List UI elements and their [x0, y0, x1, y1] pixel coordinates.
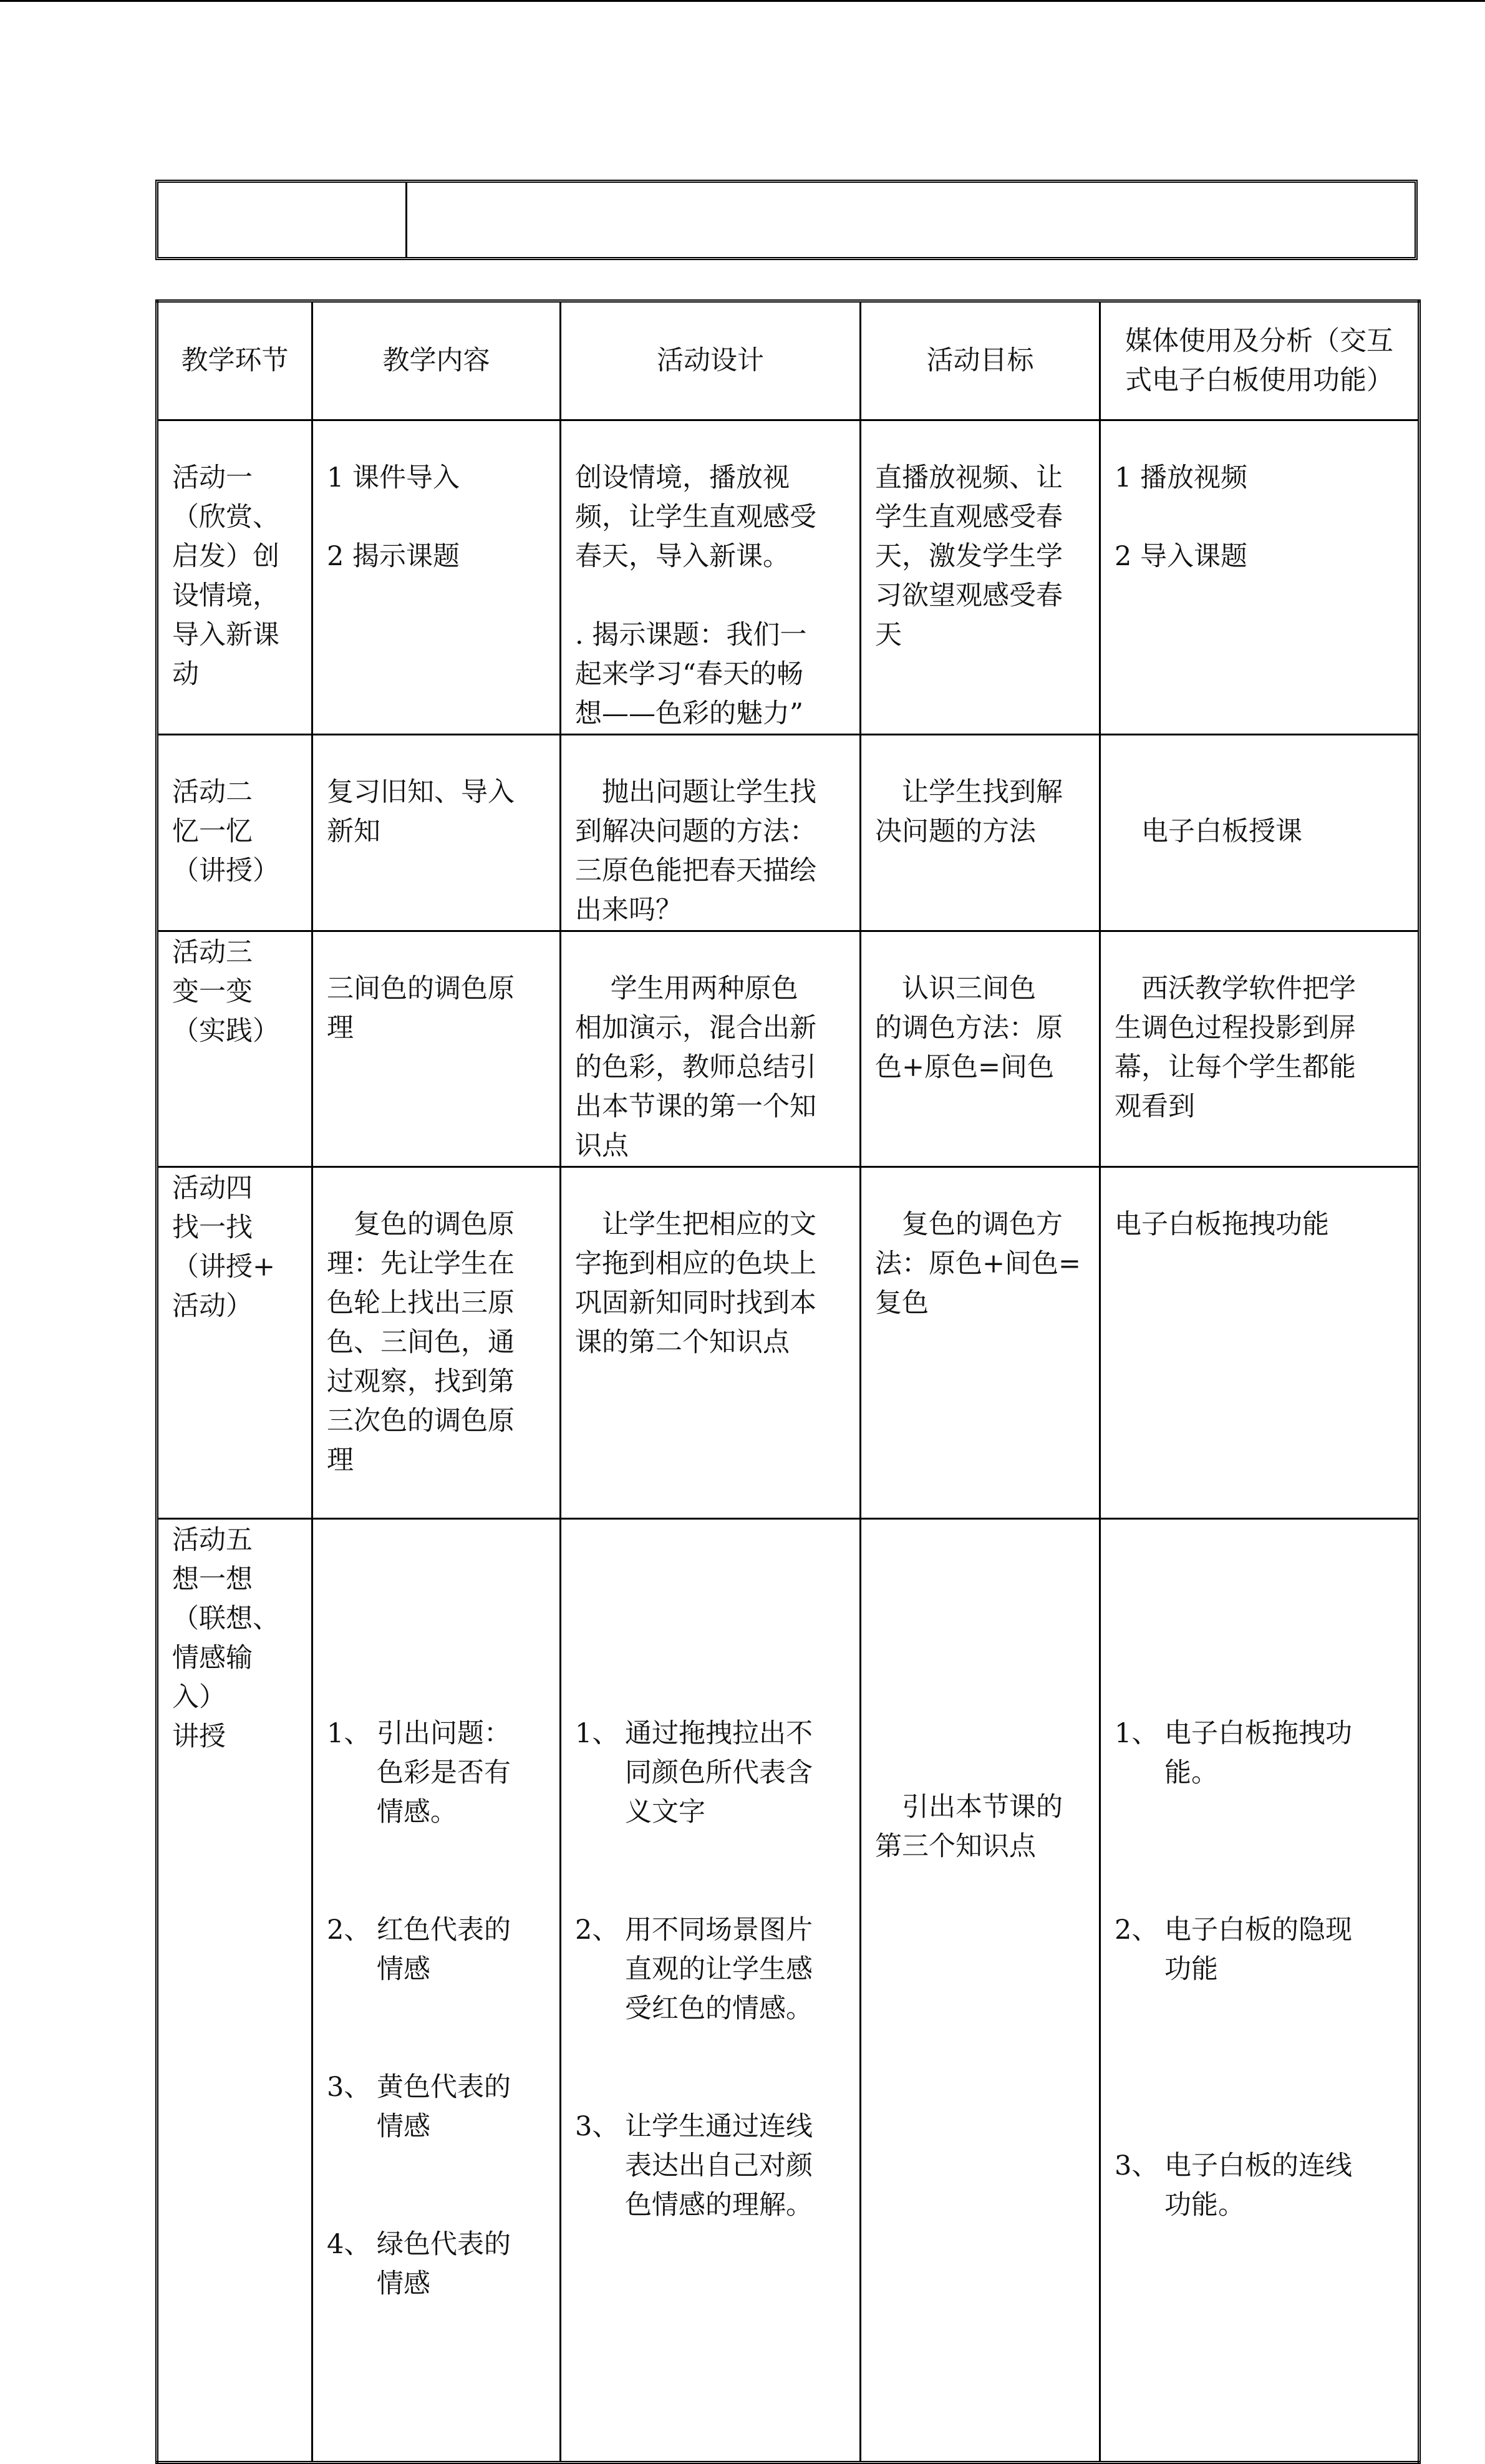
table-row	[157, 735, 1420, 931]
lesson-plan-table	[155, 299, 1421, 2464]
header-info-box	[155, 180, 1418, 260]
row5-design-list	[575, 1636, 846, 2304]
row5-design	[561, 1519, 861, 2463]
row2-content: 复习旧知、导入 新知	[312, 735, 561, 931]
list-item: 3、 黄色代表的 情感	[327, 2072, 511, 2142]
table-row	[157, 1519, 1420, 2463]
row5-media-list	[1115, 1636, 1404, 2304]
row5-media	[1100, 1519, 1420, 2463]
row3-content: 三间色的调色原 理	[312, 931, 561, 1167]
row4-goal: 复色的调色方 法：原色+间色= 复色	[861, 1167, 1100, 1519]
row3-design: 学生用两种原色 相加演示，混合出新 的色彩，教师总结引 出本节课的第一个知 识点	[561, 931, 861, 1167]
row2-media: 电子白板授课	[1100, 735, 1420, 931]
table-row	[157, 1167, 1420, 1519]
header-content: 教学内容	[312, 301, 561, 420]
list-item: 1、 引出问题： 色彩是否有 情感。	[327, 1718, 511, 1828]
row1-stage: 活动一 （欣赏、 启发）创 设情境， 导入新课 动	[157, 420, 312, 735]
header-design: 活动设计	[561, 301, 861, 420]
row3-media: 西沃教学软件把学 生调色过程投影到屏 幕，让每个学生都能 观看到	[1100, 931, 1420, 1167]
list-item: 3、 电子白板的连线 功能。	[1115, 2150, 1352, 2221]
row3-goal: 认识三间色 的调色方法：原 色+原色=间色	[861, 931, 1100, 1167]
row1-content: 1 课件导入 2 揭示课题	[312, 420, 561, 735]
list-item: 2、 用不同场景图片 直观的让学生感 受红色的情感。	[575, 1914, 813, 2024]
row1-media: 1 播放视频 2 导入课题	[1100, 420, 1420, 735]
header-stage: 教学环节	[157, 301, 312, 420]
list-item: 1、 电子白板拖拽功 能。	[1115, 1718, 1352, 1788]
page-top-border	[0, 0, 1485, 2]
list-item: 2、 电子白板的隐现 功能	[1115, 1914, 1352, 1985]
header-box-divider	[405, 183, 407, 257]
row5-stage: 活动五 想一想 （联想、 情感输 入） 讲授	[157, 1519, 312, 2463]
row4-design: 让学生把相应的文 字拖到相应的色块上 巩固新知同时找到本 课的第二个知识点	[561, 1167, 861, 1519]
row5-goal: 引出本节课的 第三个知识点	[861, 1519, 1100, 2463]
row4-media: 电子白板拖拽功能	[1100, 1167, 1420, 1519]
row2-goal: 让学生找到解 决问题的方法	[861, 735, 1100, 931]
header-media: 媒体使用及分析（交互式电子白板使用功能）	[1100, 301, 1420, 420]
row5-content	[312, 1519, 561, 2463]
list-item: 4、 绿色代表的 情感	[327, 2229, 511, 2299]
row2-design: 抛出问题让学生找 到解决问题的方法： 三原色能把春天描绘 出来吗？	[561, 735, 861, 931]
row1-goal: 直播放视频、让 学生直观感受春 天，激发学生学 习欲望观感受春 天	[861, 420, 1100, 735]
row1-design: 创设情境，播放视 频，让学生直观感受 春天，导入新课。 . 揭示课题：我们一 起来学习“春天的畅 想——色彩的魅力”	[561, 420, 861, 735]
row4-stage: 活动四 找一找 （讲授+ 活动）	[157, 1167, 312, 1519]
row4-content: 复色的调色原 理：先让学生在 色轮上找出三原 色、三间色，通 过观察，找到第 三次色的调色原 理	[312, 1167, 561, 1519]
list-item: 1、 通过拖拽拉出不 同颜色所代表含 义文字	[575, 1718, 813, 1828]
list-item: 3、 让学生通过连线 表达出自己对颜 色情感的理解。	[575, 2111, 813, 2221]
header-goal: 活动目标	[861, 301, 1100, 420]
row3-stage: 活动三 变一变 （实践）	[157, 931, 312, 1167]
table-row	[157, 420, 1420, 735]
table-row	[157, 931, 1420, 1167]
row2-stage: 活动二 忆一忆 （讲授）	[157, 735, 312, 931]
list-item: 2、 红色代表的 情感	[327, 1914, 511, 1985]
row5-content-list	[327, 1636, 546, 2382]
table-header-row	[157, 301, 1420, 420]
